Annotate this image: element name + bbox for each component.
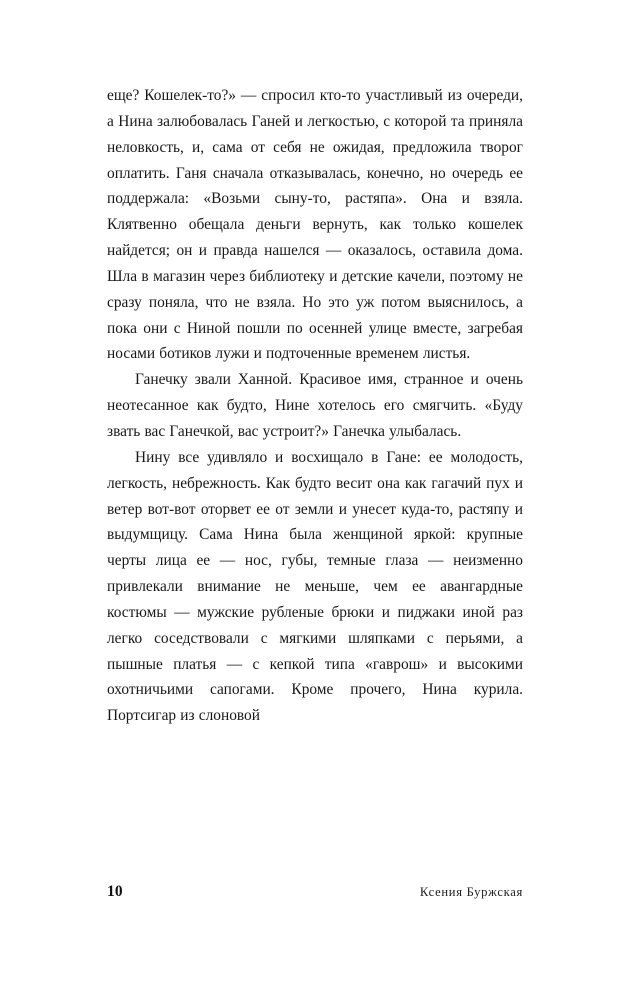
body-paragraph: Ганечку звали Ханной. Красивое имя, странное и очень неотесанное как будто, Нине хотелось его смягчить. «Буду звать вас Ганечкой, вас устроит?» Ганечка улыбалась. [107,371,523,440]
page-footer [107,884,523,900]
page-text-block [107,83,523,729]
body-paragraph: Нину все удивляло и восхищало в Гане: ее молодость, легкость, небрежность. Как будто весит она как гагачий пух и ветер вот-вот оторвет ее от земли и унесет куда-то, растяпу и выдумщицу. Сама Нина была женщиной яркой: крупные черты лица ее — нос, губы, темные глаза — неизменно привлекали внимание не меньше, чем ее авангардные костюмы — мужские рубленые брюки и пиджаки иной раз легко соседствовали с мягкими шляпками с перьями, а пышные платья — с кепкой типа «гаврош» и высокими охотничьими сапогами. Кроме прочего, Нина курила. Портсигар из слоновой [107,448,523,725]
page-number: 10 [107,883,123,900]
body-paragraph: еще? Кошелек-то?» — спросил кто-то участливый из очереди, а Нина залюбовалась Ганей и легкостью, с которой та приняла неловкость, и, сама от себя не ожидая, предложила творог оплатить. Ганя сначала отказывалась, конечно, но очередь ее поддержала: «Возьми сыну-то, растяпа». Она и взяла. Клятвенно обещала деньги вернуть, как только кошелек найдется; он и правда нашелся — оказалось, оставила дома. Шла в магазин через библиотеку и детские качели, поэтому не сразу поняла, что не взяла. Но это уж потом выяснилось, а пока они с Ниной пошли по осенней улице вместе, загребая носами ботиков лужи и подточенные временем листья. [107,87,523,363]
running-head-author: Ксения Буржская [419,885,523,899]
